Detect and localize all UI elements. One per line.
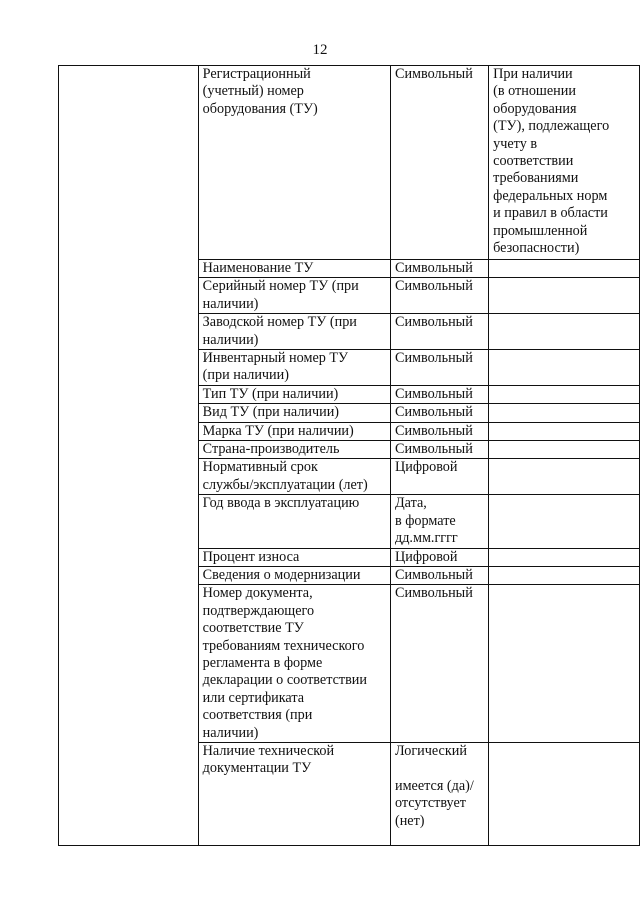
field-type-cell: Символьный (390, 404, 488, 422)
field-note-cell (489, 548, 640, 566)
field-name-cell: Сведения о модернизации (198, 566, 390, 584)
field-type-cell: Дата, в формате дд.мм.гггг (390, 495, 488, 548)
field-name-cell: Заводской номер ТУ (при наличии) (198, 314, 390, 350)
field-type-cell: Символьный (390, 66, 488, 260)
field-type-cell: Символьный (390, 278, 488, 314)
field-type-cell: Символьный (390, 566, 488, 584)
field-type-cell: Символьный (390, 385, 488, 403)
field-note-cell (489, 422, 640, 440)
field-type-cell: Символьный (390, 314, 488, 350)
field-note-cell (489, 314, 640, 350)
page-number: 12 (312, 42, 328, 58)
field-note-cell (489, 404, 640, 422)
field-name-cell: Процент износа (198, 548, 390, 566)
field-note-cell (489, 566, 640, 584)
field-note-cell (489, 742, 640, 845)
field-name-cell: Инвентарный номер ТУ (при наличии) (198, 350, 390, 386)
field-name-cell: Наличие технической документации ТУ (198, 742, 390, 845)
field-note-cell (489, 459, 640, 495)
field-name-cell: Номер документа, подтверждающего соответствие ТУ требованиям технического регламента в форме декларации о соответствии или сертификата соответствия (при наличии) (198, 585, 390, 743)
field-name-cell: Вид ТУ (при наличии) (198, 404, 390, 422)
field-name-cell: Тип ТУ (при наличии) (198, 385, 390, 403)
field-type-cell: Символьный (390, 260, 488, 278)
field-type-cell: Цифровой (390, 548, 488, 566)
field-name-cell: Страна-производитель (198, 441, 390, 459)
field-note-cell (489, 278, 640, 314)
field-note-cell (489, 385, 640, 403)
field-name-cell: Серийный номер ТУ (при наличии) (198, 278, 390, 314)
field-type-cell: Цифровой (390, 459, 488, 495)
data-fields-table (58, 65, 640, 846)
section-column-cell (59, 66, 199, 846)
field-type-cell: Символьный (390, 422, 488, 440)
field-note-cell (489, 260, 640, 278)
field-type-cell: Символьный (390, 441, 488, 459)
field-note-cell (489, 350, 640, 386)
field-note-cell: При наличии (в отношении оборудования (ТУ), подлежащего учету в соответствии требованиями федеральных норм и правил в области промышленной безопасности) (489, 66, 640, 260)
field-note-cell (489, 585, 640, 743)
field-note-cell (489, 495, 640, 548)
field-name-cell: Наименование ТУ (198, 260, 390, 278)
field-name-cell: Год ввода в эксплуатацию (198, 495, 390, 548)
field-type-cell: Символьный (390, 585, 488, 743)
field-type-cell: Символьный (390, 350, 488, 386)
field-name-cell: Нормативный срок службы/эксплуатации (лет) (198, 459, 390, 495)
field-note-cell (489, 441, 640, 459)
field-type-cell: Логический имеется (да)/ отсутствует (нет) (390, 742, 488, 845)
field-name-cell: Марка ТУ (при наличии) (198, 422, 390, 440)
table-row (59, 66, 640, 260)
field-name-cell: Регистрационный (учетный) номер оборудования (ТУ) (198, 66, 390, 260)
